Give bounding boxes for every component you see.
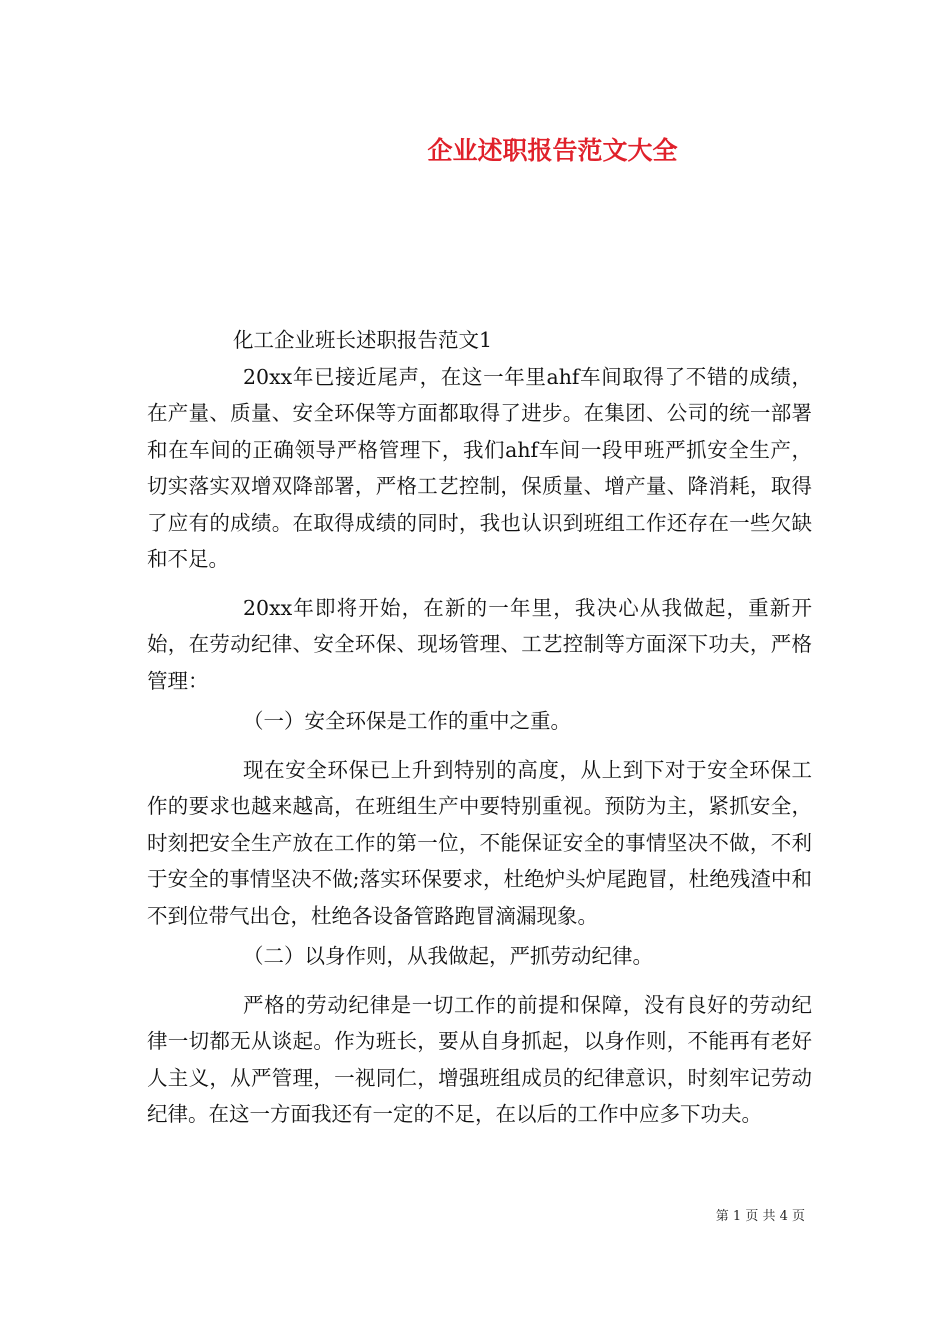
section-2-heading: （二）以身作则，从我做起，严抓劳动纪律。 (243, 944, 653, 968)
document-title: 企业述职报告范文大全 (427, 136, 678, 165)
document-subtitle: 化工企业班长述职报告范文1 (233, 328, 493, 352)
paragraph-1: 20xx年已接近尾声，在这一年里ahf车间取得了不错的成绩，在产量、质量、安全环保等方面都取得了进步。在集团、公司的统一部署和在车间的正确领导严格管理下，我们ahf车间一段甲班严抓安全生产，切实落实双增双降部署，严格工艺控制，保质量、增产量、降消耗，取得了应有的成绩。在取得成绩的同时，我也认识到班组工作还存在一些欠缺和不足。 (147, 364, 812, 571)
section-1-heading: （一）安全环保是工作的重中之重。 (243, 709, 571, 733)
section-2-body: 严格的劳动纪律是一切工作的前提和保障，没有良好的劳动纪律一切都无从谈起。作为班长，要从自身抓起，以身作则，不能再有老好人主义，从严管理，一视同仁，增强班组成员的纪律意识，时刻牢记劳动纪律。在这一方面我还有一定的不足，在以后的工作中应多下功夫。 (147, 992, 812, 1126)
section-1-body: 现在安全环保已上升到特别的高度，从上到下对于安全环保工作的要求也越来越高，在班组生产中要特别重视。预防为主，紧抓安全，时刻把安全生产放在工作的第一位，不能保证安全的事情坚决不做，不利于安全的事情坚决不做;落实环保要求，杜绝炉头炉尾跑冒，杜绝残渣中和不到位带气出仓，杜绝各设备管路跑冒滴漏现象。 (147, 757, 812, 928)
document-body (147, 322, 812, 1133)
paragraph-2: 20xx年即将开始，在新的一年里，我决心从我做起，重新开始，在劳动纪律、安全环保、现场管理、工艺控制等方面深下功夫，严格管理： (147, 595, 812, 693)
page-number: 第 1 页 共 4 页 (715, 1209, 805, 1224)
